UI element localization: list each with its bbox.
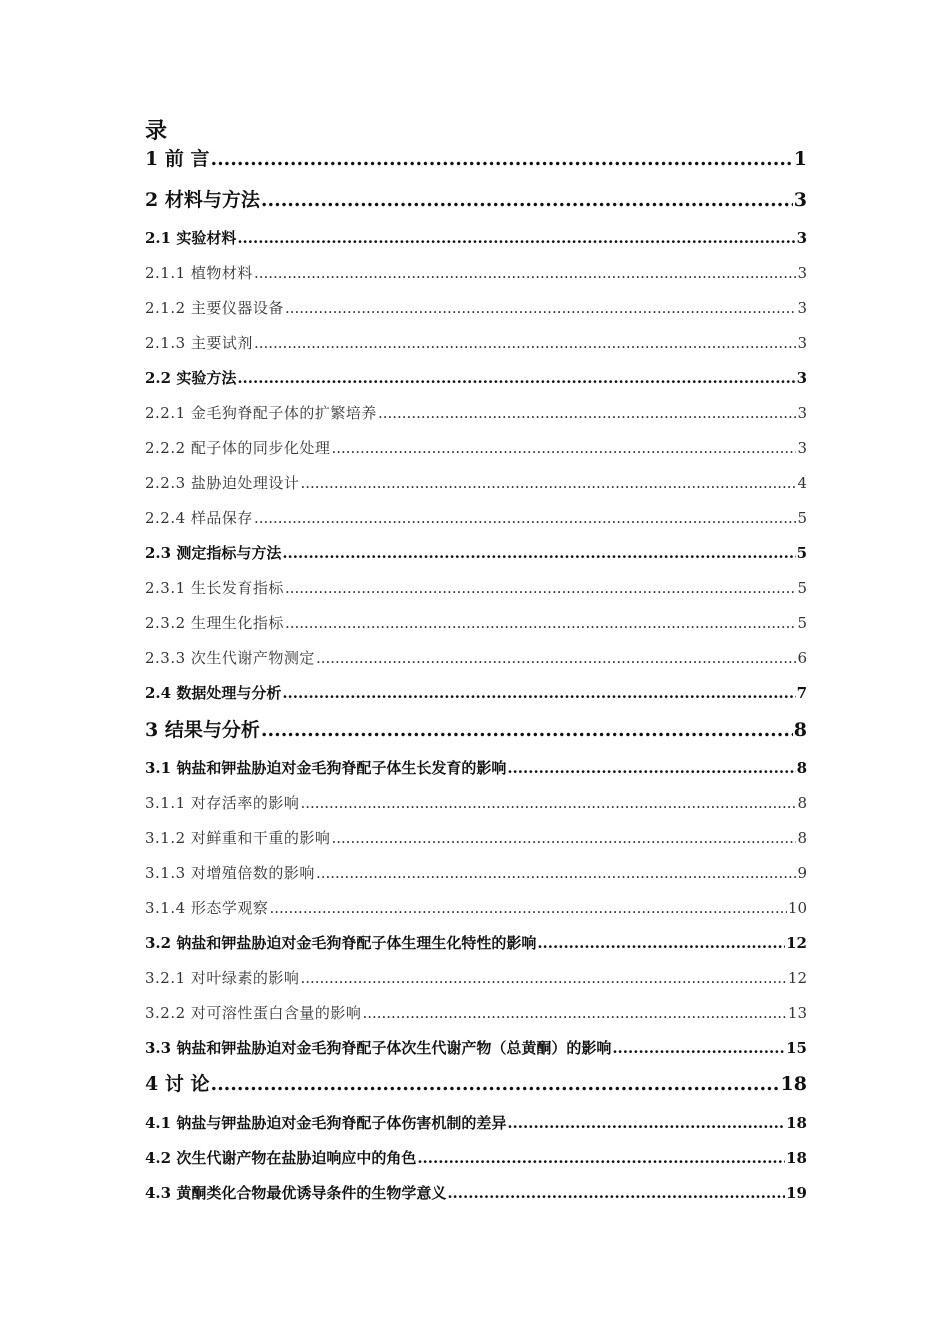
toc-entry-page: 5 xyxy=(797,614,807,632)
toc-leader xyxy=(254,261,797,285)
toc-entry-label: 2.3 测定指标与方法 xyxy=(145,544,282,562)
toc-entry-label: 2.1 实验材料 xyxy=(145,229,237,247)
toc-entry-label: 3.2.1 对叶绿素的影响 xyxy=(145,969,300,987)
toc-entry-page: 15 xyxy=(786,1039,807,1057)
toc-entry-label: 2.2.3 盐胁迫处理设计 xyxy=(145,474,300,492)
toc-leader xyxy=(285,296,797,320)
toc-entry[interactable] xyxy=(145,436,807,460)
toc-entry-page: 10 xyxy=(787,899,807,917)
toc-entry-label: 2.2.4 样品保存 xyxy=(145,509,253,527)
toc-entry-page: 3 xyxy=(793,189,807,211)
toc-entry-label: 2.1.3 主要试剂 xyxy=(145,334,253,352)
toc-entry-page: 5 xyxy=(797,509,807,527)
toc-entry-page: 1 xyxy=(793,148,807,170)
toc-leader xyxy=(417,1146,785,1170)
toc-entry-page: 7 xyxy=(796,684,807,702)
toc-entry-label: 3.3 钠盐和钾盐胁迫对金毛狗脊配子体次生代谢产物（总黄酮）的影响 xyxy=(145,1039,612,1057)
toc-leader xyxy=(269,896,786,920)
toc-entry[interactable] xyxy=(145,611,807,635)
toc-entry[interactable] xyxy=(145,756,807,780)
toc-entry-label: 2.1.2 主要仪器设备 xyxy=(145,299,284,317)
toc-entry[interactable] xyxy=(145,826,807,850)
toc-leader xyxy=(612,1036,785,1060)
toc-entry-page: 3 xyxy=(797,404,807,422)
toc-entry-label: 2.2.2 配子体的同步化处理 xyxy=(145,439,331,457)
toc-leader xyxy=(331,436,796,460)
toc-entry-label: 2.3.1 生长发育指标 xyxy=(145,579,284,597)
toc-entry-label: 3.1.1 对存活率的影响 xyxy=(145,794,300,812)
toc-entry[interactable] xyxy=(145,261,807,285)
toc-leader xyxy=(261,716,793,744)
toc-entry-page: 8 xyxy=(797,829,807,847)
toc-entry-label: 4 讨 论 xyxy=(145,1073,210,1095)
toc-entry-page: 3 xyxy=(797,299,807,317)
toc-entry[interactable] xyxy=(145,145,807,173)
toc-entry-page: 4 xyxy=(797,474,807,492)
toc-entry-label: 1 前 言 xyxy=(145,148,210,170)
toc-entry[interactable] xyxy=(145,506,807,530)
toc-leader xyxy=(300,966,786,990)
toc-entry-page: 18 xyxy=(786,1114,807,1132)
toc-entry[interactable] xyxy=(145,896,807,920)
toc-entry-label: 2.3.3 次生代谢产物测定 xyxy=(145,649,315,667)
toc-leader xyxy=(237,226,795,250)
toc-leader xyxy=(300,471,796,495)
toc-entry-label: 3.1 钠盐和钾盐胁迫对金毛狗脊配子体生长发育的影响 xyxy=(145,759,507,777)
toc-leader xyxy=(237,366,795,390)
toc-entry[interactable] xyxy=(145,1001,807,1025)
toc-entry[interactable] xyxy=(145,401,807,425)
toc-entry-label: 3.2 钠盐和钾盐胁迫对金毛狗脊配子体生理生化特性的影响 xyxy=(145,934,537,952)
toc-leader xyxy=(285,576,797,600)
toc-entry-page: 18 xyxy=(780,1073,807,1095)
toc-entry-page: 5 xyxy=(796,544,807,562)
toc-leader xyxy=(378,401,797,425)
toc-leader xyxy=(282,681,795,705)
toc-leader xyxy=(210,145,792,173)
toc-leader xyxy=(316,861,797,885)
toc-entry-label: 3.1.3 对增殖倍数的影响 xyxy=(145,864,315,882)
toc-entry-label: 3.1.4 形态学观察 xyxy=(145,899,269,917)
toc-entry-page: 12 xyxy=(786,934,807,952)
toc-leader xyxy=(254,506,797,530)
toc-entry[interactable] xyxy=(145,646,807,670)
toc-title: 录 xyxy=(145,118,168,144)
toc-entry[interactable] xyxy=(145,681,807,705)
toc-entry-page: 6 xyxy=(797,649,807,667)
toc-entry[interactable] xyxy=(145,1111,807,1135)
toc-leader xyxy=(285,611,797,635)
toc-entry-page: 12 xyxy=(787,969,807,987)
toc-entry-label: 2.4 数据处理与分析 xyxy=(145,684,282,702)
toc-leader xyxy=(331,826,796,850)
toc-leader xyxy=(507,756,795,780)
toc-leader xyxy=(300,791,796,815)
toc-leader xyxy=(447,1181,785,1205)
toc-entry[interactable] xyxy=(145,931,807,955)
toc-entry[interactable] xyxy=(145,541,807,565)
toc-entry-label: 4.1 钠盐与钾盐胁迫对金毛狗脊配子体伤害机制的差异 xyxy=(145,1114,507,1132)
toc-leader xyxy=(261,186,793,214)
toc-entry-page: 3 xyxy=(797,264,807,282)
toc-entry-page: 8 xyxy=(793,719,807,741)
toc-entry-page: 3 xyxy=(796,369,807,387)
toc-entry[interactable] xyxy=(145,861,807,885)
toc-entry-page: 3 xyxy=(797,334,807,352)
toc-leader xyxy=(537,931,785,955)
toc-entry-page: 8 xyxy=(797,794,807,812)
toc-entry-page: 3 xyxy=(796,229,807,247)
toc-entry[interactable] xyxy=(145,331,807,355)
toc-entry[interactable] xyxy=(145,186,807,214)
toc-leader xyxy=(254,331,797,355)
toc-entry[interactable] xyxy=(145,1181,807,1205)
toc-entry[interactable] xyxy=(145,366,807,390)
toc-leader xyxy=(210,1070,779,1098)
toc-entry[interactable] xyxy=(145,1036,807,1060)
toc-entry[interactable] xyxy=(145,966,807,990)
toc-entry-page: 19 xyxy=(786,1184,807,1202)
toc-leader xyxy=(362,1001,786,1025)
toc-entry-label: 2 材料与方法 xyxy=(145,189,260,211)
toc-entry-label: 4.2 次生代谢产物在盐胁迫响应中的角色 xyxy=(145,1149,417,1167)
toc-entry[interactable] xyxy=(145,716,807,744)
toc-entry-label: 4.3 黄酮类化合物最优诱导条件的生物学意义 xyxy=(145,1184,447,1202)
toc-entry-label: 2.2.1 金毛狗脊配子体的扩繁培养 xyxy=(145,404,377,422)
toc-entry-page: 9 xyxy=(797,864,807,882)
toc-entry-label: 2.3.2 生理生化指标 xyxy=(145,614,284,632)
toc-leader xyxy=(282,541,795,565)
toc-leader xyxy=(316,646,797,670)
toc-entry-page: 18 xyxy=(786,1149,807,1167)
toc-entry[interactable] xyxy=(145,296,807,320)
toc-entry[interactable] xyxy=(145,471,807,495)
toc-entry-page: 13 xyxy=(787,1004,807,1022)
toc-entry-label: 3.2.2 对可溶性蛋白含量的影响 xyxy=(145,1004,362,1022)
toc-entry-page: 8 xyxy=(796,759,807,777)
toc-entry-label: 3 结果与分析 xyxy=(145,719,260,741)
toc-entry-label: 2.1.1 植物材料 xyxy=(145,264,253,282)
toc-entry-page: 3 xyxy=(797,439,807,457)
toc-entry-page: 5 xyxy=(797,579,807,597)
toc-entry[interactable] xyxy=(145,226,807,250)
toc-entry[interactable] xyxy=(145,1070,807,1098)
toc-entry-label: 3.1.2 对鲜重和干重的影响 xyxy=(145,829,331,847)
toc-entry-label: 2.2 实验方法 xyxy=(145,369,237,387)
toc-leader xyxy=(507,1111,785,1135)
toc-entry[interactable] xyxy=(145,1146,807,1170)
toc-entry[interactable] xyxy=(145,576,807,600)
toc-entry[interactable] xyxy=(145,791,807,815)
